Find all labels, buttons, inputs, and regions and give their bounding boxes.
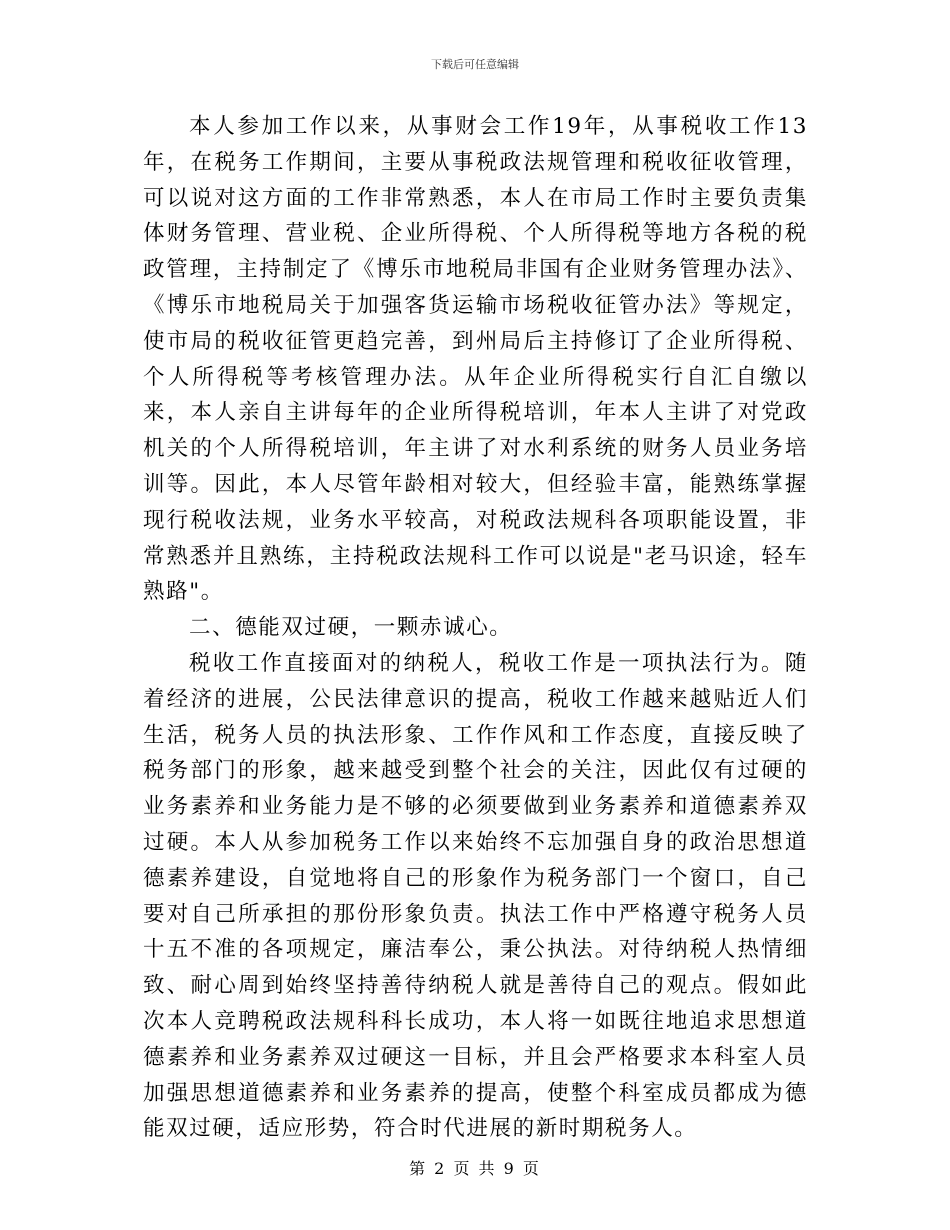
header-note: 下载后可任意编辑 (431, 58, 519, 71)
paragraph-experience: 本人参加工作以来，从事财会工作19年，从事税收工作13年，在税务工作期间，主要从事税政法规管理和税收征收管理，可以说对这方面的工作非常熟悉，本人在市局工作时主要负责集体财务管理、营业税、企业所得税、个人所得税等地方各税的税政管理，主持制定了《博乐市地税局非国有企业财务管理办法》、《博乐市地税局关于加强客货运输市场税收征管办法》等规定，使市局的税收征管更趋完善，到州局后主持修订了企业所得税、个人所得税等考核管理办法。从年企业所得税实行自汇自缴以来，本人亲自主讲每年的企业所得税培训，年本人主讲了对党政机关的个人所得税培训，年主讲了对水利系统的财务人员业务培训等。因此，本人尽管年龄相对较大，但经验丰富，能熟练掌握现行税收法规，业务水平较高，对税政法规科各项职能设置，非常熟悉并且熟练，主持税政法规科工作可以说是"老马识途，轻车熟路"。 (143, 114, 808, 605)
document-body (143, 109, 808, 1147)
section-heading: 二、德能双过硬，一颗赤诚心。 (189, 615, 513, 641)
paragraph-integrity: 税收工作直接面对的纳税人，税收工作是一项执法行为。随着经济的进展，公民法律意识的提高，税收工作越来越贴近人们生活，税务人员的执法形象、工作作风和工作态度，直接反映了税务部门的形象，越来越受到整个社会的关注，因此仅有过硬的业务素养和业务能力是不够的必须要做到业务素养和道德素养双过硬。本人从参加税务工作以来始终不忘加强自身的政治思想道德素养建设，自觉地将自己的形象作为税务部门一个窗口，自己要对自己所承担的那份形象负责。执法工作中严格遵守税务人员十五不准的各项规定，廉洁奉公，秉公执法。对待纳税人热情细致、耐心周到始终坚持善待纳税人就是善待自己的观点。假如此次本人竞聘税政法规科科长成功，本人将一如既往地追求思想道德素养和业务素养双过硬这一目标，并且会严格要求本科室人员加强思想道德素养和业务素养的提高，使整个科室成员都成为德能双过硬，适应形势，符合时代进展的新时期税务人。 (143, 650, 808, 1142)
page-number: 第 2 页 共 9 页 (409, 1159, 541, 1178)
